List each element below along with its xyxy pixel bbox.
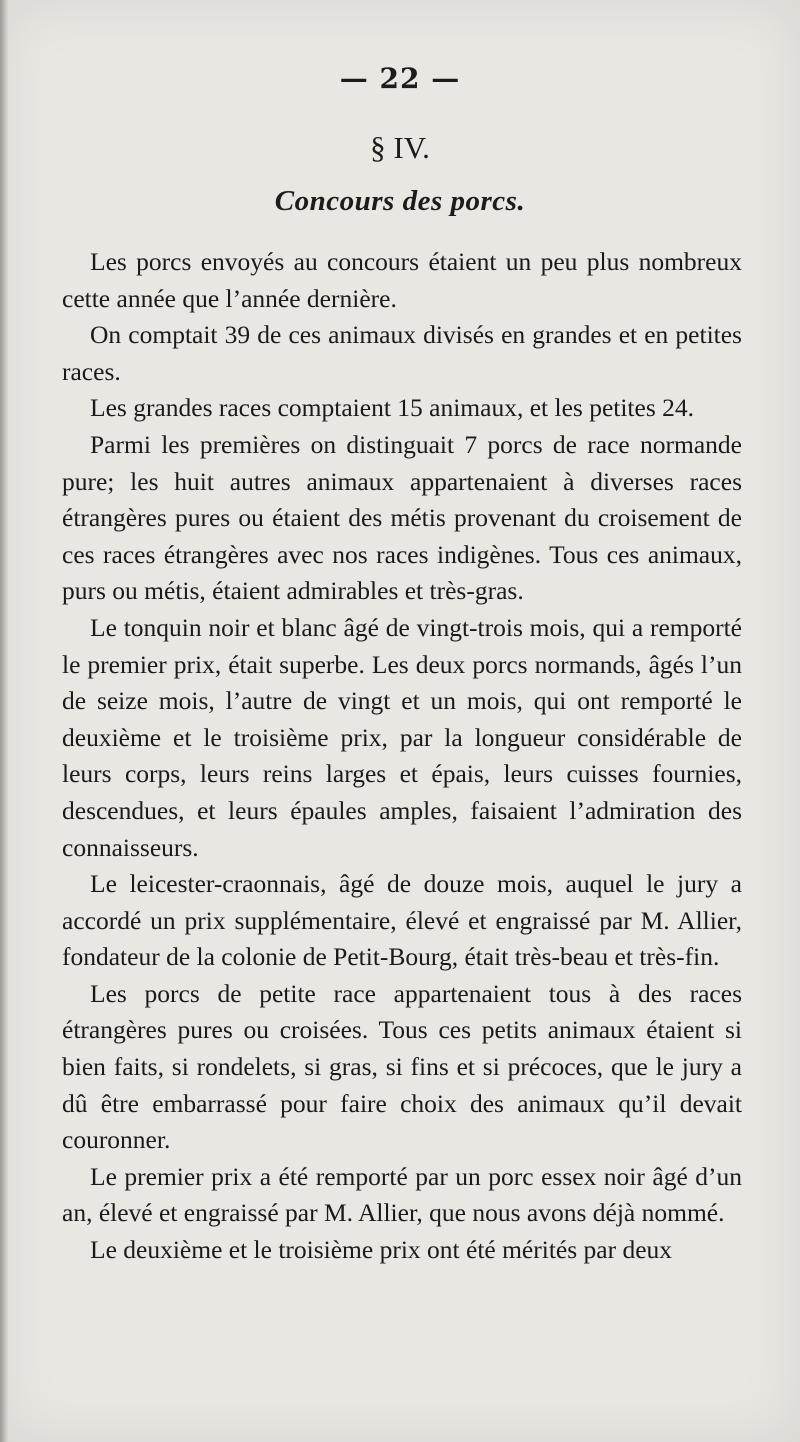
paragraph: Les grandes races comptaient 15 animaux, et les petites 24. [90,393,695,423]
body-text [62,244,742,1269]
paragraph: Les porcs de petite race appartenaient tous à des races étrangères pures ou croisées. Tous ces petits animaux étaient si bien faits, si rondelets, si gras, si fins et si précoces, que le jury a dû être embarrassé pour faire choix des animaux qu’il devait couronner. [62,978,742,1155]
paragraph: Le deuxième et le troisième prix ont été mérités par deux [90,1235,673,1265]
section-mark: § IV. [370,130,430,165]
paragraph: Le tonquin noir et blanc âgé de vingt-trois mois, qui a remporté le premier prix, était superbe. Les deux porcs normands, âgés l’un de seize mois, l’autre de vingt et un mois, qui ont remporté le deuxième et le troisième prix, par la longueur considérable de leurs corps, leurs reins larges et épais, leurs cuisses fournies, descendues, et leurs épaules amples, faisaient l’admiration des connaisseurs. [62,612,742,862]
section-title: Concours des porcs. [274,185,526,217]
paragraph: Le premier prix a été remporté par un porc essex noir âgé d’un an, élevé et engraissé par M. Allier, que nous avons déjà nommé. [62,1161,742,1228]
paragraph: Parmi les premières on distinguait 7 porcs de race normande pure; les huit autres animaux appartenaient à diverses races étrangères pures ou étaient des métis provenant du croisement de ces races étrangères avec nos races indigènes. Tous ces animaux, purs ou métis, étaient admirables et très-gras. [62,429,742,606]
paragraph: Le leicester-craonnais, âgé de douze mois, auquel le jury a accordé un prix supplémentaire, élevé et engraissé par M. Allier, fondateur de la colonie de Petit-Bourg, était très-beau et très-fin. [62,869,742,972]
paragraph: On comptait 39 de ces animaux divisés en grandes et en petites races. [62,320,742,386]
page-number: — 22 — [339,62,461,95]
paragraph: Les porcs envoyés au concours étaient un peu plus nombreux cette année que l’année dernière. [62,247,742,313]
